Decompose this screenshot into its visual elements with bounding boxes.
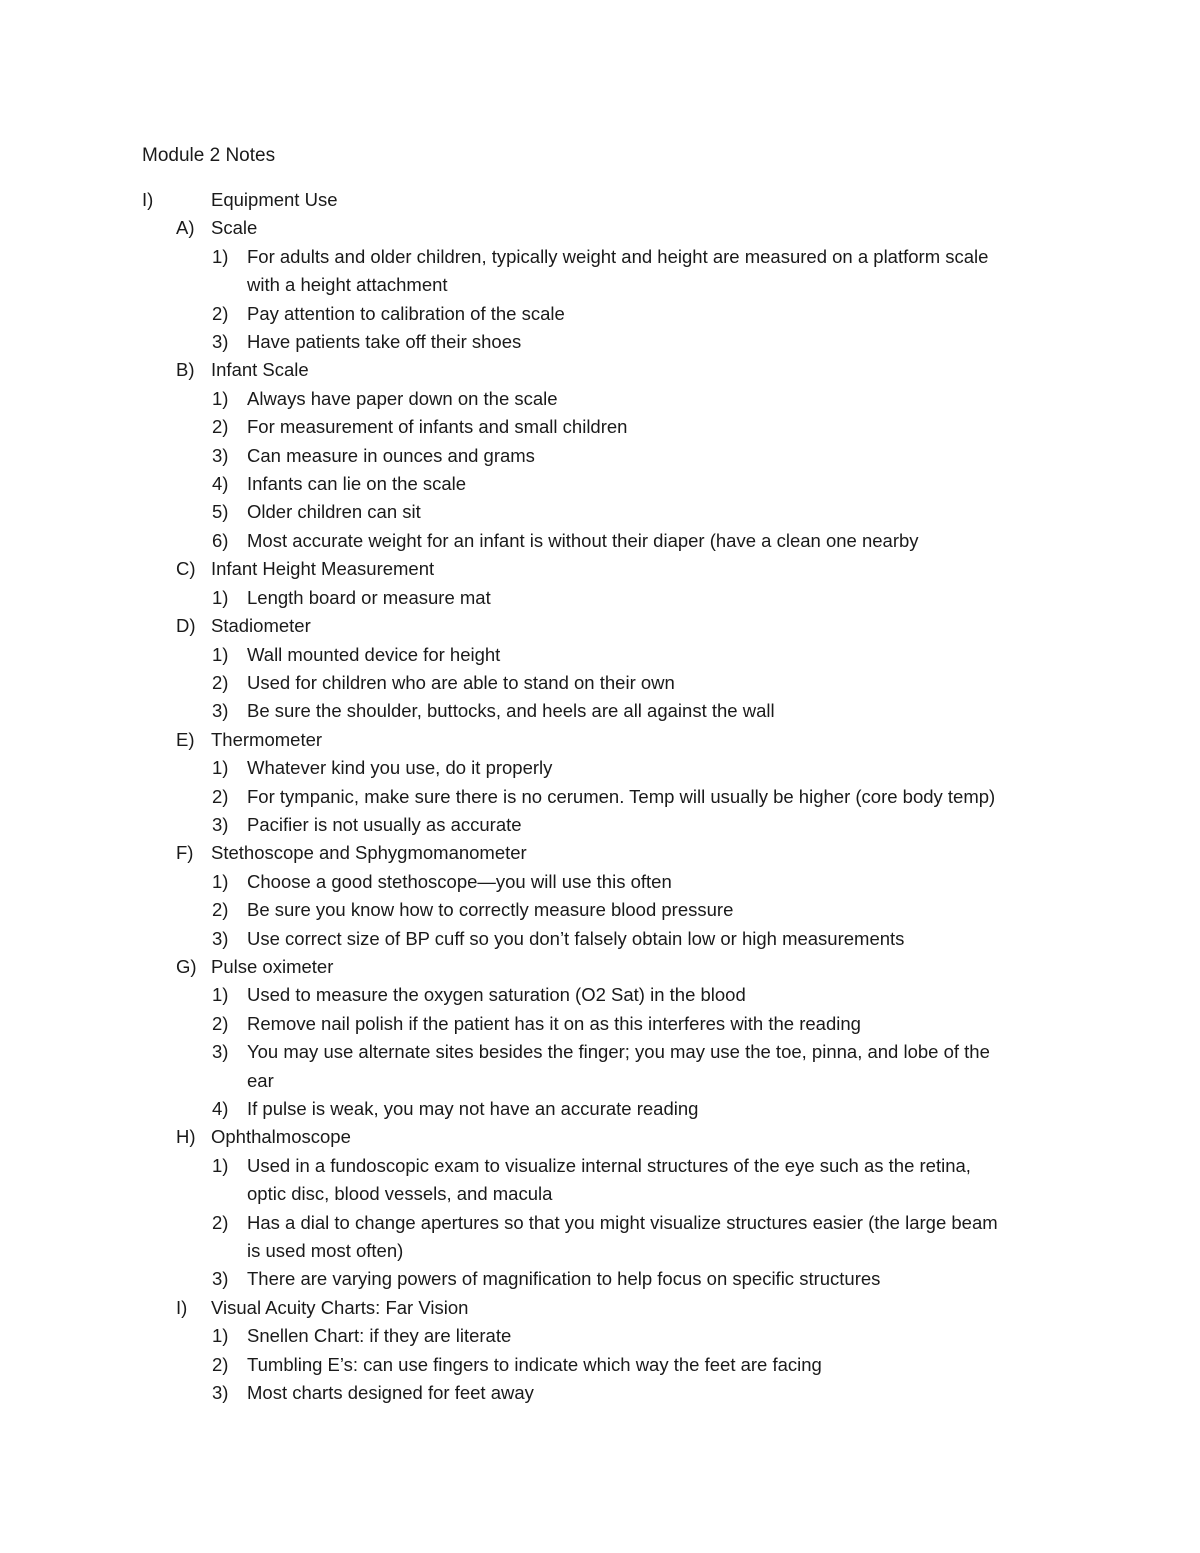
subsection-heading-marker: A)	[176, 217, 195, 239]
list-item-continuation	[142, 1067, 1062, 1095]
list-item-text: Pacifier is not usually as accurate	[247, 813, 522, 835]
list-item-text: Be sure the shoulder, buttocks, and heels are all against the wall	[247, 700, 775, 722]
list-item-marker: 1)	[212, 1325, 229, 1347]
list-item-marker: 3)	[212, 1268, 229, 1290]
list-item-text: For tympanic, make sure there is no cerumen. Temp will usually be higher (core body temp)	[247, 785, 996, 807]
subsection-heading	[142, 953, 1062, 981]
list-item-text: Remove nail polish if the patient has it on as this interferes with the reading	[247, 1012, 861, 1034]
list-item-marker: 1)	[212, 1154, 229, 1176]
subsection-heading	[142, 555, 1062, 583]
list-item-continuation-marker	[212, 1067, 247, 1095]
list-item-marker: 2)	[212, 1353, 229, 1375]
list-item-text: Choose a good stethoscope—you will use this often	[247, 870, 672, 892]
subsection-heading-text: Infant Scale	[211, 359, 309, 381]
list-item	[142, 1379, 1062, 1407]
list-item	[142, 328, 1062, 356]
list-item-marker: 3)	[212, 331, 229, 353]
list-item	[142, 868, 1062, 896]
list-item-text: You may use alternate sites besides the finger; you may use the toe, pinna, and lobe of the	[247, 1041, 990, 1063]
list-item-marker: 2)	[212, 302, 229, 324]
list-item	[142, 641, 1062, 669]
list-item	[142, 584, 1062, 612]
list-item	[142, 442, 1062, 470]
list-item	[142, 925, 1062, 953]
list-item-text: Most accurate weight for an infant is without their diaper (have a clean one nearby	[247, 529, 919, 551]
list-item	[142, 811, 1062, 839]
list-item-text: Pay attention to calibration of the scale	[247, 302, 565, 324]
list-item-marker: 1)	[212, 643, 229, 665]
list-item-marker: 3)	[212, 927, 229, 949]
list-item-text: Used for children who are able to stand on their own	[247, 671, 675, 693]
list-item-text: Older children can sit	[247, 501, 421, 523]
list-item-continuation-marker	[212, 271, 247, 299]
section-heading	[142, 186, 1062, 214]
list-item-continuation-marker	[212, 1180, 247, 1208]
subsection-heading	[142, 1123, 1062, 1151]
list-item	[142, 413, 1062, 441]
list-item	[142, 498, 1062, 526]
list-item	[142, 783, 1062, 811]
subsection-heading-marker: G)	[176, 955, 197, 977]
list-item-marker: 1)	[212, 245, 229, 267]
list-item-marker: 2)	[212, 1012, 229, 1034]
list-item-marker: 1)	[212, 757, 229, 779]
list-item-marker: 3)	[212, 813, 229, 835]
notes-outline	[142, 186, 1062, 1407]
subsection-heading-marker: F)	[176, 842, 194, 864]
list-item-marker: 6)	[212, 529, 229, 551]
list-item-text: For measurement of infants and small children	[247, 416, 628, 438]
list-item-text: Length board or measure mat	[247, 586, 491, 608]
list-item-marker: 5)	[212, 501, 229, 523]
list-item-marker: 3)	[212, 1041, 229, 1063]
list-item-text: Used in a fundoscopic exam to visualize internal structures of the eye such as the retina,	[247, 1154, 971, 1176]
list-item-text: If pulse is weak, you may not have an accurate reading	[247, 1098, 699, 1119]
list-item	[142, 385, 1062, 413]
list-item-marker: 3)	[212, 1382, 229, 1404]
subsection-heading-marker: H)	[176, 1126, 196, 1148]
section-heading-text: Equipment Use	[211, 189, 338, 210]
list-item	[142, 981, 1062, 1009]
subsection-heading-text: Thermometer	[211, 728, 323, 750]
subsection-heading-text: Visual Acuity Charts: Far Vision	[211, 1296, 469, 1318]
subsection-heading-text: Stethoscope and Sphygmomanometer	[211, 842, 527, 864]
list-item	[142, 527, 1062, 555]
subsection-heading-text: Stadiometer	[211, 615, 311, 637]
list-item-continuation-text: is used most often)	[247, 1240, 404, 1262]
list-item	[142, 243, 1062, 271]
list-item	[142, 697, 1062, 725]
document-title: Module 2 Notes	[142, 145, 276, 166]
list-item-text: Infants can lie on the scale	[247, 473, 467, 495]
subsection-heading	[142, 726, 1062, 754]
list-item-text: Tumbling E’s: can use fingers to indicate which way the feet are facing	[247, 1353, 822, 1375]
list-item-text: There are varying powers of magnification to help focus on specific structures	[247, 1268, 881, 1290]
subsection-heading-marker: B)	[176, 359, 195, 381]
list-item	[142, 1322, 1062, 1350]
list-item-text: Used to measure the oxygen saturation (O2 Sat) in the blood	[247, 984, 746, 1006]
list-item-marker: 1)	[212, 387, 229, 409]
list-item-text: Use correct size of BP cuff so you don’t falsely obtain low or high measurements	[247, 927, 905, 949]
list-item	[142, 470, 1062, 498]
list-item-continuation	[142, 1237, 1062, 1265]
list-item	[142, 754, 1062, 782]
list-item-continuation	[142, 1180, 1062, 1208]
subsection-heading-marker: E)	[176, 728, 195, 750]
list-item	[142, 1351, 1062, 1379]
section-heading-marker: I)	[142, 189, 154, 210]
list-item-text: Has a dial to change apertures so that you might visualize structures easier (the large beam	[247, 1211, 998, 1233]
subsection-heading	[142, 1294, 1062, 1322]
subsection-heading	[142, 214, 1062, 242]
list-item	[142, 669, 1062, 697]
list-item	[142, 1010, 1062, 1038]
subsection-heading-marker: C)	[176, 558, 196, 580]
list-item-text: Always have paper down on the scale	[247, 387, 558, 409]
list-item-marker: 2)	[212, 899, 229, 921]
list-item	[142, 1152, 1062, 1180]
list-item-text: Snellen Chart: if they are literate	[247, 1325, 512, 1347]
subsection-heading-marker: I)	[176, 1296, 188, 1318]
list-item-marker: 2)	[212, 671, 229, 693]
list-item-marker: 4)	[212, 1098, 229, 1119]
list-item-marker: 1)	[212, 984, 229, 1006]
list-item	[142, 1209, 1062, 1237]
subsection-heading-text: Infant Height Measurement	[211, 558, 435, 580]
list-item	[142, 1038, 1062, 1066]
list-item-text: Most charts designed for feet away	[247, 1382, 534, 1404]
list-item-text: Whatever kind you use, do it properly	[247, 757, 553, 779]
subsection-heading	[142, 839, 1062, 867]
list-item-continuation	[142, 271, 1062, 299]
list-item	[142, 896, 1062, 924]
list-item-text: For adults and older children, typically weight and height are measured on a platform scale	[247, 245, 989, 267]
list-item-marker: 2)	[212, 416, 229, 438]
list-item-marker: 1)	[212, 586, 229, 608]
list-item-text: Wall mounted device for height	[247, 643, 501, 665]
list-item-text: Can measure in ounces and grams	[247, 444, 535, 466]
list-item	[142, 1095, 1062, 1123]
subsection-heading-text: Scale	[211, 217, 258, 239]
list-item-continuation-text: optic disc, blood vessels, and macula	[247, 1183, 553, 1205]
list-item-marker: 3)	[212, 444, 229, 466]
list-item-marker: 1)	[212, 870, 229, 892]
subsection-heading	[142, 612, 1062, 640]
list-item-continuation-text: ear	[247, 1069, 274, 1091]
list-item	[142, 1265, 1062, 1293]
subsection-heading-text: Ophthalmoscope	[211, 1126, 351, 1148]
list-item-marker: 3)	[212, 700, 229, 722]
list-item-text: Be sure you know how to correctly measure blood pressure	[247, 899, 734, 921]
subsection-heading	[142, 356, 1062, 384]
subsection-heading-text: Pulse oximeter	[211, 955, 334, 977]
subsection-heading-marker: D)	[176, 615, 196, 637]
list-item-continuation-marker	[212, 1237, 247, 1265]
list-item-marker: 2)	[212, 1211, 229, 1233]
list-item	[142, 300, 1062, 328]
list-item-marker: 4)	[212, 473, 229, 495]
list-item-continuation-text: with a height attachment	[247, 274, 448, 296]
list-item-text: Have patients take off their shoes	[247, 331, 522, 353]
list-item-marker: 2)	[212, 785, 229, 807]
